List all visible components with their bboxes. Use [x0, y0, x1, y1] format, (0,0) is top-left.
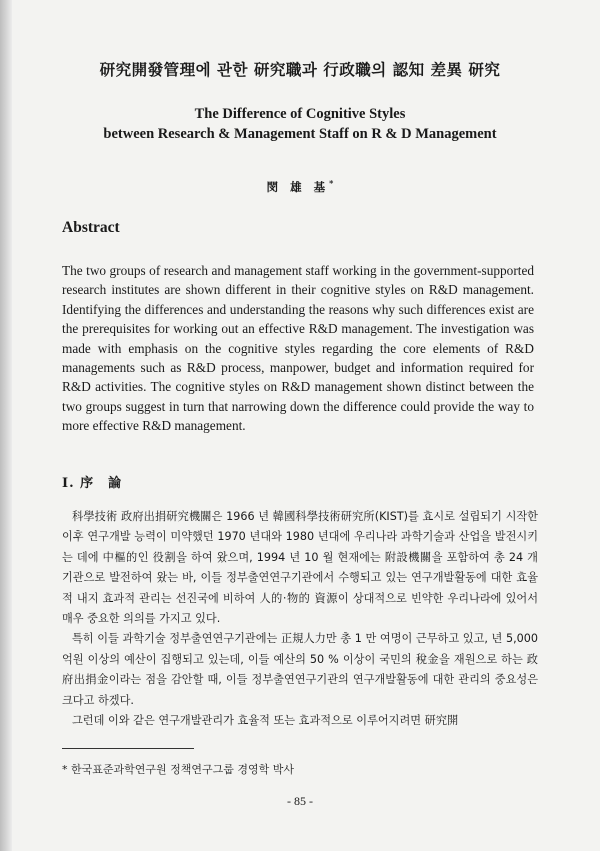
footnote: * 한국표준과학연구원 정책연구그룹 경영학 박사 — [62, 763, 295, 776]
body-paragraph: 그런데 이와 같은 연구개발관리가 효율적 또는 효과적으로 이루어지려면 研究開 — [72, 714, 459, 728]
author — [0, 178, 600, 195]
abstract-text: The two groups of research and management staff working in the government-supported research institutes are shown different in their cognitive styles on R&D management. Identifying the differences and understanding the reasons why such differences exist are the prerequisites for working out an effective R&D management. The investigation was made with emphasis on the cognitive styles regarding the core elements of R&D managements such as R&D process, manpower, budget and information required for R&D activities. The cognitive styles on R&D management shown distinct between the two groups suggest in turn that narrowing down the difference could provide the way to more effective R&D management. — [62, 263, 534, 434]
english-title-line-1: The Difference of Cognitive Styles — [194, 106, 406, 122]
footnote-divider — [62, 748, 194, 749]
abstract-heading: Abstract — [62, 219, 120, 236]
section-heading-introduction: Ⅰ. 序 論 — [62, 476, 123, 491]
body-paragraph: 특히 이들 과학기술 정부출연연구기관에는 正規人力만 총 1 만 여명이 근무하고 있고, 년 5,000 억원 이상의 예산이 집행되고 있는데, 이들 예산의 50 % 이상이 국민의 稅金을 재원으로 하는 政府出捐金이라는 점을 감안할 때, 이들 정부출연연구기관의 연구개발활동에 대한 관리의 중요성은 크다고 하겠다. — [62, 632, 538, 707]
korean-title: 研究開發管理에 관한 研究職과 行政職의 認知 差異 研究 — [99, 60, 501, 79]
english-title — [0, 104, 600, 144]
author-footnote-mark: * — [329, 178, 334, 188]
introduction-body — [62, 507, 538, 731]
english-title-line-2: between Research & Management Staff on R & D Management — [103, 126, 497, 142]
body-paragraph: 科學技術 政府出捐研究機關은 1966 년 韓國科學技術研究所(KIST)를 효시로 설립되기 시작한 이후 연구개발 능력이 미약했던 1970 년대와 1980 년대에 우리나라 과학기술과 산업을 발전시키는 데에 中樞的인 役割을 하여 왔으며, 1994 년 10 월 현재에는 附設機關을 포함하여 총 24 개 기관으로 발전하여 왔는 바, 이들 정부출연연구기관에서 수행되고 있는 연구개발활동에 대한 효율적 내지 효과적 관리는 선진국에 비하여 人的·物的 資源이 상대적으로 빈약한 우리나라에 있어서 매우 중요한 의의를 가지고 있다. — [62, 510, 538, 626]
page-number: - 85 - — [287, 794, 313, 808]
author-name: 閔 雄 基 — [266, 179, 330, 194]
